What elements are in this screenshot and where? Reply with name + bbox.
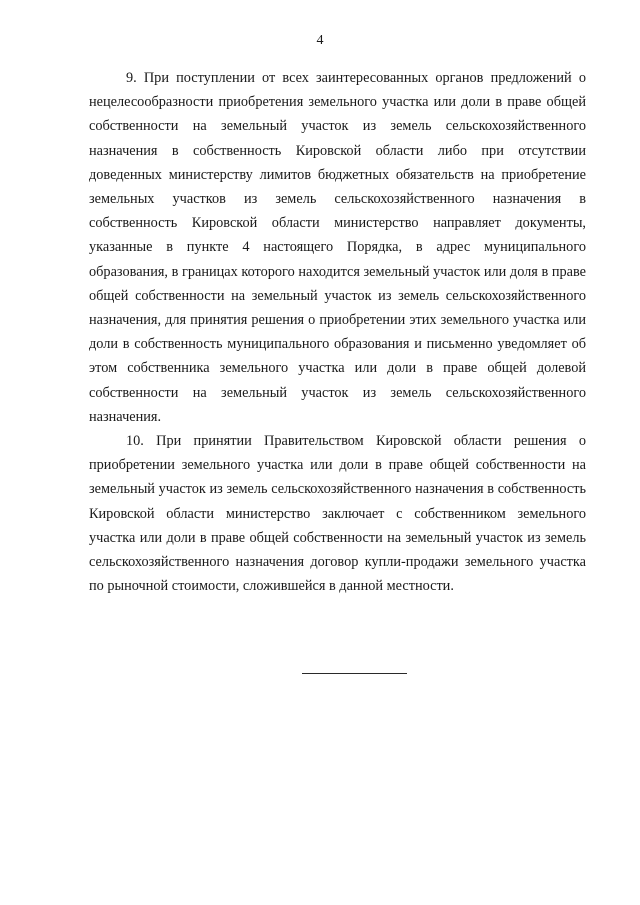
paragraph-9: 9. При поступлении от всех заинтересованных органов предложений о нецелесообразности приобретения земельного участка или доли в праве общей собственности на земельный участок из земель сельскохозяйственного назначения в собственность Кировской области либо при отсутствии доведенных министерству лимитов бюджетных обязательств на приобретение земельных участков из земель сельскохозяйственного назначения в собственность Кировской области министерство направляет документы, указанные в пункте 4 настоящего Порядка, в адрес муниципального образования, в границах которого находится земельный участок или доля в праве общей собственности на земельный участок из земель сельскохозяйственного назначения, для принятия решения о приобретении этих земельного участка или доли в собственность муниципального образования и письменно уведомляет об этом собственника земельного участка или доли в праве общей долевой собственности на земельный участок из земель сельскохозяйственного назначения. [89, 70, 586, 425]
page-number: 4 [316, 33, 324, 48]
end-separator-line [302, 673, 407, 674]
document-body [89, 66, 586, 598]
paragraph-10: 10. При принятии Правительством Кировской области решения о приобретении земельного участка или доли в праве общей собственности на земельный участок из земель сельскохозяйственного назначения в собственность Кировской области министерство заключает с собственником земельного участка или доли в праве общей собственности на земельный участок из земель сельскохозяйственного назначения договор купли-продажи земельного участка по рыночной стоимости, сложившейся в данной местности. [89, 433, 586, 595]
